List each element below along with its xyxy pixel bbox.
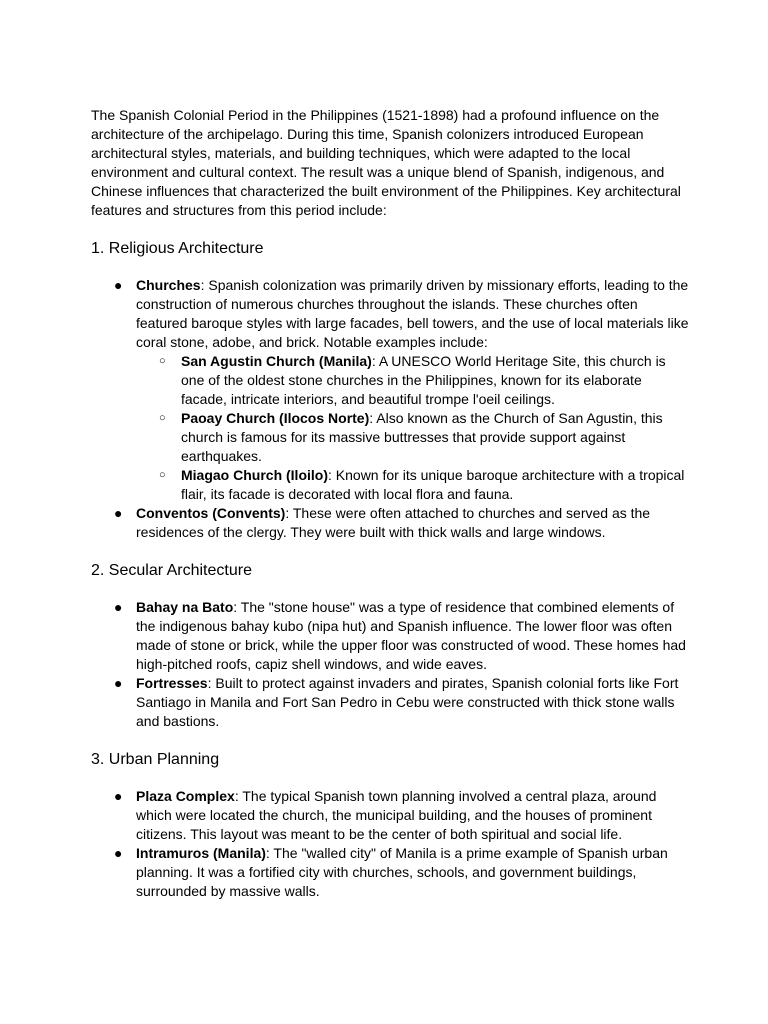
section-heading-religious-architecture: 1. Religious Architecture <box>91 240 264 257</box>
list-item-paoay <box>136 409 691 466</box>
list-item-churches <box>91 276 691 504</box>
section-heading-secular-architecture: 2. Secular Architecture <box>91 562 252 579</box>
secular-list <box>91 598 691 731</box>
desc-paoay: : Also known as the Church of San Agustin, this church is famous for its massive buttresses that provide support against earthquakes. <box>181 410 663 464</box>
term-san-agustin: San Agustin Church (Manila) <box>181 353 372 369</box>
desc-miagao: : Known for its unique baroque architecture with a tropical flair, its facade is decorated with local flora and fauna. <box>181 467 685 502</box>
desc-fortresses: : Built to protect against invaders and pirates, Spanish colonial forts like Fort Santiago in Manila and Fort San Pedro in Cebu were constructed with thick stone walls and bastions. <box>136 675 679 729</box>
church-examples-list <box>136 352 691 504</box>
section-heading-urban-planning: 3. Urban Planning <box>91 751 220 768</box>
list-item-san-agustin <box>136 352 691 409</box>
term-intramuros: Intramuros (Manila) <box>136 845 266 861</box>
hollow-bullet-icon: ○ <box>159 412 166 424</box>
desc-plaza-complex: : The typical Spanish town planning involved a central plaza, around which were located the church, the municipal building, and the houses of prominent citizens. This layout was meant to be the center of both spiritual and social life. <box>136 788 657 842</box>
desc-churches: : Spanish colonization was primarily driven by missionary efforts, leading to the construction of numerous churches throughout the islands. These churches often featured baroque styles with large facades, bell towers, and the use of local materials like coral stone, adobe, and brick. Notable examples include: <box>136 277 689 350</box>
bullet-icon: ● <box>114 845 123 861</box>
term-miagao: Miagao Church (Iloilo) <box>181 467 328 483</box>
term-churches: Churches <box>136 277 201 293</box>
term-bahay-na-bato: Bahay na Bato <box>136 599 234 615</box>
desc-intramuros: : The "walled city" of Manila is a prime example of Spanish urban planning. It was a fortified city with churches, schools, and government buildings, surrounded by massive walls. <box>136 845 668 899</box>
desc-san-agustin: : A UNESCO World Heritage Site, this church is one of the oldest stone churches in the Philippines, known for its elaborate facade, intricate interiors, and beautiful trompe l'oeil ceilings. <box>181 353 666 407</box>
document-page <box>91 106 691 901</box>
list-item-plaza-complex <box>91 787 691 844</box>
religious-list <box>91 276 691 542</box>
urban-list <box>91 787 691 901</box>
bullet-icon: ● <box>114 675 123 691</box>
list-item-bahay-na-bato <box>91 598 691 674</box>
list-item-intramuros <box>91 844 691 901</box>
desc-conventos: : These were often attached to churches and served as the residences of the clergy. They were built with thick walls and large windows. <box>136 505 651 540</box>
term-fortresses: Fortresses <box>136 675 208 691</box>
bullet-icon: ● <box>114 788 123 804</box>
term-conventos: Conventos (Convents) <box>136 505 286 521</box>
hollow-bullet-icon: ○ <box>159 355 166 367</box>
bullet-icon: ● <box>114 277 123 293</box>
desc-bahay-na-bato: : The "stone house" was a type of residence that combined elements of the indigenous bahay kubo (nipa hut) and Spanish influence. The lower floor was often made of stone or brick, while the upper floor was constructed of wood. These homes had high-pitched roofs, capiz shell windows, and wide eaves. <box>136 599 686 672</box>
bullet-icon: ● <box>114 599 123 615</box>
list-item-fortresses <box>91 674 691 731</box>
term-plaza-complex: Plaza Complex <box>136 788 235 804</box>
bullet-icon: ● <box>114 505 123 521</box>
list-item-miagao <box>136 466 691 504</box>
intro-paragraph: The Spanish Colonial Period in the Philippines (1521-1898) had a profound influence on the architecture of the archipelago. During this time, Spanish colonizers introduced European architectural styles, materials, and building techniques, which were adapted to the local environment and cultural context. The result was a unique blend of Spanish, indigenous, and Chinese influences that characterized the built environment of the Philippines. Key architectural features and structures from this period include: <box>91 107 681 218</box>
hollow-bullet-icon: ○ <box>159 469 166 481</box>
list-item-conventos <box>91 504 691 542</box>
term-paoay: Paoay Church (Ilocos Norte) <box>181 410 370 426</box>
